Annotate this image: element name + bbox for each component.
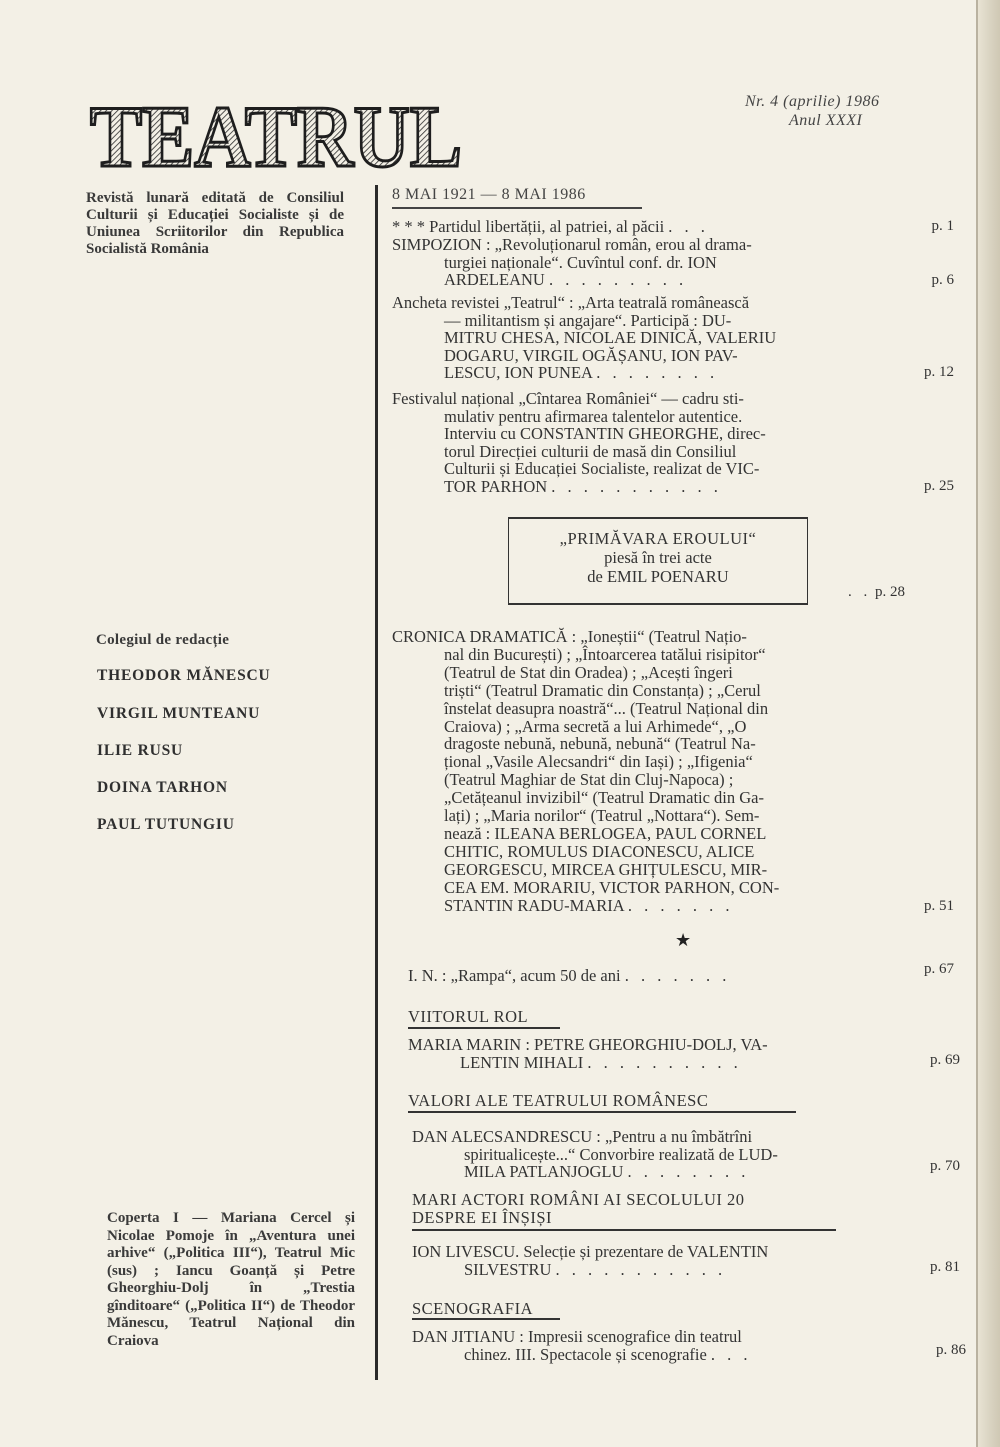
publisher-note: Revistă lunară editată de Consiliul Culturii și Educației Socialiste și de Uniunea Scriitorilor din Republica Socialistă România xyxy=(86,190,344,257)
entry-line: MARIA MARIN : PETRE GHEORGHIU-DOLJ, VA- xyxy=(408,1035,768,1054)
entry-line: „Cetățeanul invizibil“ (Teatrul Dramatic din Ga- xyxy=(444,788,765,808)
leader-dots: . . . . . . . . . . . xyxy=(551,476,722,496)
entry-line: TOR PARHON xyxy=(444,476,548,496)
board-member: THEODOR MĂNESCU xyxy=(97,667,271,684)
page-ref: p. 28 xyxy=(875,584,905,600)
section-heading-line: DESPRE EI ÎNȘIȘI xyxy=(412,1208,553,1227)
entry-line: STANTIN RADU-MARIA xyxy=(444,895,624,915)
entry-line: LESCU, ION PUNEA xyxy=(444,363,593,382)
entry-line: nează : ILEANA BERLOGEA, PAUL CORNEL xyxy=(444,823,767,843)
entry-text: I. N. : „Rampa“, acum 50 de ani xyxy=(408,966,621,985)
play-title: „PRIMĂVARA EROULUI“ xyxy=(559,529,757,548)
section-heading-mari-actori xyxy=(412,1191,745,1227)
entry-line: Interviu cu CONSTANTIN GHEORGHE, direc- xyxy=(444,424,766,443)
play-box-top-rule xyxy=(508,517,808,519)
entry-line: lați) ; „Maria norilor“ (Teatrul „Nottara“). Sem- xyxy=(444,806,760,826)
entry-line: (Teatrul de Stat din Oradea) ; „Acești îngeri xyxy=(444,662,733,682)
entry-line: SILVESTRU xyxy=(464,1259,552,1279)
contents-entry xyxy=(412,1243,958,1278)
leader-dots: . . . . . . . . xyxy=(627,1162,750,1181)
section-heading-line: MARI ACTORI ROMÂNI AI SECOLULUI 20 xyxy=(412,1190,745,1209)
entry-line: turgiei naționale“. Cuvîntul conf. dr. ION xyxy=(444,252,717,272)
page-ref: p. 67 xyxy=(924,961,954,977)
entry-line: dragoste nebună, nebună, nebună“ (Teatrul Na- xyxy=(444,734,756,754)
page-ref: p. 51 xyxy=(924,898,954,914)
entry-line: MILA PATLANJOGLU xyxy=(464,1162,624,1181)
page-edge xyxy=(978,0,1000,1447)
column-divider xyxy=(375,185,378,1380)
entry-line: SIMPOZION : „Revoluționarul român, erou al drama- xyxy=(392,235,752,254)
page-ref: p. 70 xyxy=(930,1158,960,1174)
contents-entry xyxy=(408,961,954,985)
entry-line: Culturii și Educației Socialiste, realizat de VIC- xyxy=(444,459,760,478)
issue-year: Anul XXXI xyxy=(789,112,863,129)
contents-entry xyxy=(392,294,952,382)
issue-info xyxy=(745,92,879,130)
entry-line: CRONICA DRAMATICĂ : „Ioneștii“ (Teatrul Națio- xyxy=(392,627,747,646)
contents-entry xyxy=(392,236,952,289)
entry-line: DOGARU, VIRGIL OGĂȘANU, ION PAV- xyxy=(444,345,738,365)
board-member: DOINA TARHON xyxy=(97,779,228,796)
entry-text: * * * Partidul libertății, al patriei, al păcii xyxy=(392,217,665,236)
entry-line: Ancheta revistei „Teatrul“ : „Arta teatrală românească xyxy=(392,293,750,312)
entry-line: Festivalul național „Cîntarea României“ — cadru sti- xyxy=(392,389,744,408)
leader-dots: . . . xyxy=(668,217,709,236)
board-member: ILIE RUSU xyxy=(97,742,184,759)
svg-text:TEATRUL: TEATRUL xyxy=(90,100,462,180)
entry-line: spiritualicește...“ Convorbire realizată de LUD- xyxy=(464,1144,778,1164)
page-fold-line xyxy=(976,0,978,1447)
section-heading-scenografia: SCENOGRAFIA xyxy=(412,1299,534,1318)
page-ref: p. 25 xyxy=(924,478,954,494)
masthead-logo xyxy=(88,100,468,180)
board-member: PAUL TUTUNGIU xyxy=(97,816,235,833)
contents-entry xyxy=(392,218,952,236)
entry-line: ION LIVESCU. Selecție și prezentare de VALENTIN xyxy=(412,1242,769,1261)
entry-line: mulativ pentru afirmarea talentelor autentice. xyxy=(444,406,743,426)
leader-dots: . . . . . . . . . . . xyxy=(555,1259,727,1279)
entry-line: — militantism și angajare“. Participă : DU- xyxy=(444,310,732,330)
entry-line: DAN JITIANU : Impresii scenografice din teatrul xyxy=(412,1327,742,1346)
page-ref: p. 12 xyxy=(924,364,954,380)
cover-note: Coperta I — Mariana Cercel și Nicolae Pomoje în „Aventura unei arhive“ („Politica III“), Teatrul Mic (sus) ; Iancu Goanță și Petre Gheorghiu-Dolj în „Trestia gînditoare“ („Politica II“) de Theodor Mănescu, Teatrul Național din Craiova xyxy=(107,1210,355,1349)
leader-dots: . . xyxy=(848,584,872,600)
entry-line: CEA EM. MORARIU, VICTOR PARHON, CON- xyxy=(444,877,780,897)
page-ref: p. 1 xyxy=(931,218,954,234)
leader-dots: . . . . . . . . . xyxy=(548,270,688,289)
teatrul-logo-graphic xyxy=(88,100,468,180)
contents-entry-cronica xyxy=(392,628,952,915)
leader-dots: . . . . . . . . xyxy=(596,363,719,382)
page-ref: p. 81 xyxy=(930,1259,960,1275)
entry-line: țional „Vasile Alecsandri“ din Iași) ; „Ifigenia“ xyxy=(444,752,753,772)
entry-line: DAN ALECSANDRESCU : „Pentru a nu îmbătrîni xyxy=(412,1127,753,1146)
entry-line: înstelat deasupra noastră“... (Teatrul Național din xyxy=(444,698,769,718)
entry-line: triști“ (Teatrul Dramatic din Constanța) ; „Cerul xyxy=(444,680,761,700)
play-author: de EMIL POENARU xyxy=(587,567,729,586)
leader-dots: . . . . . . . xyxy=(624,966,731,985)
contents-entry xyxy=(412,1328,964,1363)
entry-line: torul Direcției culturii de masă din Consiliul xyxy=(444,441,737,461)
section-heading-valori: VALORI ALE TEATRULUI ROMÂNESC xyxy=(408,1091,709,1110)
board-member: VIRGIL MUNTEANU xyxy=(97,705,261,722)
featured-play xyxy=(508,529,808,586)
section-rule xyxy=(412,1229,836,1231)
entry-line: CHITIC, ROMULUS DIACONESCU, ALICE xyxy=(444,841,755,861)
section-rule xyxy=(408,1111,796,1113)
section-rule xyxy=(412,1318,560,1320)
leader-dots: . . . . . . . xyxy=(627,895,734,915)
entry-line: ARDELEANU xyxy=(444,270,545,289)
contents-entry xyxy=(392,390,952,495)
page-ref: p. 69 xyxy=(930,1052,960,1068)
entry-line: chinez. III. Spectacole și scenografie xyxy=(464,1344,707,1364)
entry-line: (Teatrul Maghiar de Stat din Cluj-Napoca) ; xyxy=(444,770,734,790)
entry-line: nal din București) ; „Întoarcerea tatălui risipitor“ xyxy=(444,644,766,664)
page-ref: p. 86 xyxy=(936,1342,966,1358)
section-heading-viitorul-rol: VIITORUL ROL xyxy=(408,1007,529,1026)
contents-entry xyxy=(408,1036,958,1071)
star-separator: ★ xyxy=(675,930,692,950)
entry-line: LENTIN MIHALI xyxy=(460,1052,584,1072)
play-page-ref xyxy=(848,584,905,601)
contents-entry xyxy=(412,1128,958,1181)
entry-line: GEORGESCU, MIRCEA GHIȚULESCU, MIR- xyxy=(444,859,768,879)
date-rule xyxy=(392,207,642,209)
leader-dots: . . . . . . . . . . xyxy=(587,1052,742,1072)
editorial-board-title: Colegiul de redacție xyxy=(96,632,230,648)
entry-line: MITRU CHESA, NICOLAE DINICĂ, VALERIU xyxy=(444,328,777,347)
page-ref: p. 6 xyxy=(931,272,954,288)
play-subtitle: piesă în trei acte xyxy=(604,548,712,567)
section-rule xyxy=(408,1027,560,1029)
issue-number: Nr. 4 (aprilie) 1986 xyxy=(745,93,880,110)
date-heading: 8 MAI 1921 — 8 MAI 1986 xyxy=(392,186,586,203)
leader-dots: . . . xyxy=(710,1344,752,1364)
play-box-bottom-rule xyxy=(508,603,808,605)
entry-line: Craiova) ; „Arma secretă a lui Arhimede“, „O xyxy=(444,716,747,736)
